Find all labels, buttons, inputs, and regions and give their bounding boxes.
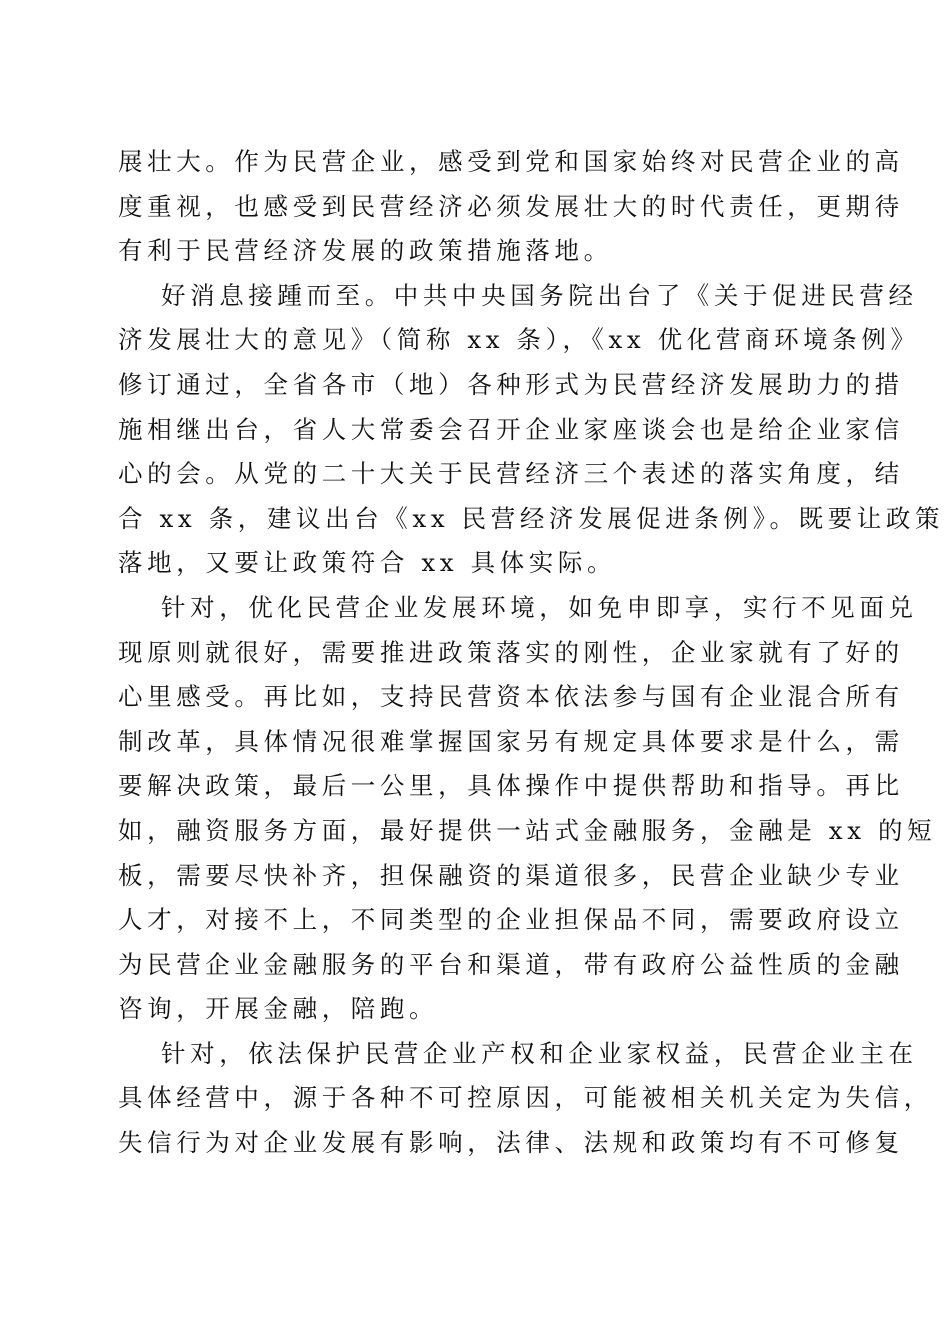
body-text [118,140,945,1166]
paragraph-start-line: 针对，依法保护民营企业产权和企业家权益，民营企业主在 [161,1038,918,1068]
text-line: 落地，又要让政策符合 xx 具体实际。 [118,548,617,578]
text-line: 要解决政策，最后一公里，具体操作中提供帮助和指导。再比 [118,771,904,801]
text-line: 具体经营中，源于各种不可控原因，可能被相关机关定为失信， [118,1083,933,1113]
text-line: 度重视，也感受到民营经济必须发展壮大的时代责任，更期待 [118,191,904,221]
text-line: 为民营企业金融服务的平台和渠道，带有政府公益性质的金融 [118,949,904,979]
text-line: 现原则就很好，需要推进政策落实的刚性，企业家就有了好的 [118,637,904,667]
text-line: 合 xx 条，建议出台《xx 民营经济发展促进条例》。既要让政策 [118,503,945,533]
text-line: 心里感受。再比如，支持民营资本依法参与国有企业混合所有 [118,682,904,712]
text-line: 施相继出台，省人大常委会召开企业家座谈会也是给企业家信 [118,414,904,444]
text-line: 板，需要尽快补齐，担保融资的渠道很多，民营企业缺少专业 [118,860,904,890]
text-line: 济发展壮大的意见》（简称 xx 条），《xx 优化营商环境条例》 [118,325,920,355]
text-line: 展壮大。作为民营企业，感受到党和国家始终对民营企业的高 [118,147,904,176]
text-line: 人才，对接不上，不同类型的企业担保品不同，需要政府设立 [118,905,904,935]
paragraph-start-line: 针对，优化民营企业发展环境，如免申即享，实行不见面兑 [161,592,918,622]
text-line: 失信行为对企业发展有影响，法律、法规和政策均有不可修复 [118,1128,904,1158]
text-line: 心的会。从党的二十大关于民营经济三个表述的落实角度，结 [118,459,904,489]
text-line: 咨询，开展金融，陪跑。 [118,994,439,1024]
text-line: 制改革，具体情况很难掌握国家另有规定具体要求是什么，需 [118,726,904,756]
text-line: 如，融资服务方面，最好提供一站式金融服务，金融是 xx 的短 [118,815,937,845]
text-line: 有利于民营经济发展的政策措施落地。 [118,236,613,266]
paragraph-start-line: 好消息接踵而至。中共中央国务院出台了《关于促进民营经 [161,280,918,310]
text-line: 修订通过，全省各市（地）各种形式为民营经济发展助力的措 [118,369,904,399]
